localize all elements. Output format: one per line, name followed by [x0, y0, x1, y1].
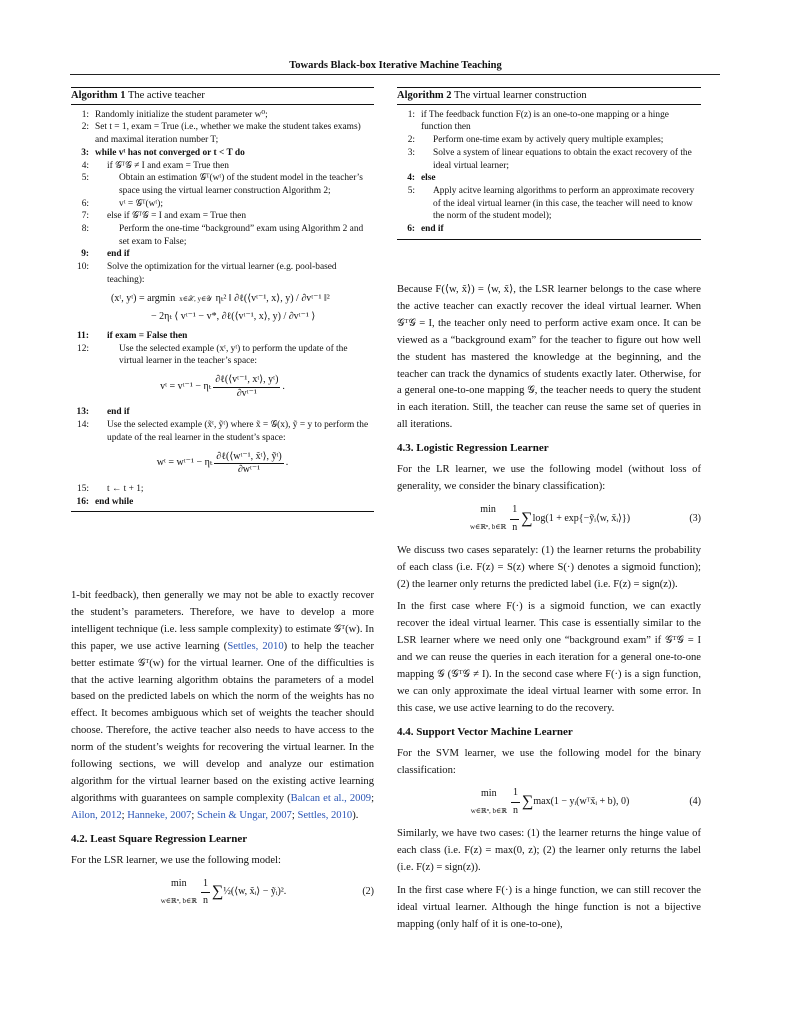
equation-2: min w∈ℝⁿ, b∈ℝ $\frac{1}{n}$ ∑ ½(⟨w, x̃ᵢ⟩ − ỹᵢ)². (2)	[160, 877, 374, 907]
algorithm-1	[71, 87, 374, 512]
paragraph: 1-bit feedback), then generally we may not be able to exactly recover the student’s parameters. Therefore, we have to develop a more intelligent technique (i.e. less sample complexity) to estimate 𝒢ᵀ(w). In this paper, we use active learning (Settles, 2010) to help the teacher better estimate 𝒢ᵀ(w) for the virtual learner. One of the difficulties is that the active learning algorithm obtains the parameters of a model based on the predicted labels on which the norm of the weights has no effect. It becomes ambiguous which set of weights the teacher should choose. Therefore, the active teacher also needs to have access to the norm of the student’s weights for recovering the virtual learner. In the following sections, we will develop and analyze our estimation algorithm for the virtual learner based on the existing active learning algorithms with guarantees on sample complexity (Balcan et al., 2009; Ailon, 2012; Hanneke, 2007; Schein & Ungar, 2007; Settles, 2010).	[71, 590, 375, 821]
algo1-line: 12: Use the selected example (xᵗ, yᵗ) to perform the update of the virtual learner in the teacher’s space:	[77, 343, 348, 367]
algo1-line: 1: Randomly initialize the student parameter w⁰;	[81, 109, 268, 120]
equation-w-update: wᵗ = wᵗ⁻¹ − ηₜ $\frac{\text{∂ℓ(⟨wᵗ⁻¹, x̃ᵗ⟩, ỹᵗ)}}{\text{∂wᵗ⁻¹}}$ .	[156, 450, 289, 476]
algo1-line: 13: end if	[76, 407, 130, 418]
right-column	[397, 282, 701, 940]
algo1-line: 4: if 𝒢ᵀ𝒢 ≠ I and exam = True then	[81, 160, 229, 171]
algo1-line: 7: else if 𝒢ᵀ𝒢 = I and exam = True then	[81, 211, 247, 222]
algo2-line: 3: Solve a system of linear equations to obtain the exact recovery of the ideal virtual learner;	[407, 147, 692, 171]
citation-link[interactable]: Hanneke, 2007	[127, 809, 192, 821]
algo1-line: 8: Perform the one-time “background” exam using Algorithm 2 and set exam to False;	[81, 224, 364, 247]
paragraph: For the SVM learner, we use the following model for the binary classification:	[397, 747, 701, 776]
equation-4: min w∈ℝⁿ, b∈ℝ $\frac{1}{n}$ ∑ max(1 − yᵢ(wᵀx̃ᵢ + b), 0) (4)	[470, 787, 701, 817]
algo2-line: 2: Perform one-time exam by actively query multiple examples;	[407, 135, 664, 146]
paragraph: We discuss two cases separately: (1) the learner returns the probability of each class (i.e. F(z) = S(z) where S(·) denotes a sigmoid function); (2) the learner only returns the predicted label (i.e. F(z) = sign(z)).	[397, 544, 701, 590]
section-heading: 4.4. Support Vector Machine Learner	[397, 725, 573, 738]
algo1-line: 3: while vᵗ has not converged or t < T do	[81, 147, 245, 158]
algo1-line: 6: vᵗ = 𝒢ᵀ(wᵗ);	[81, 198, 163, 209]
header-rule	[70, 74, 720, 75]
algorithm-2	[397, 87, 701, 240]
algo1-line: 15: t ← t + 1;	[77, 483, 144, 494]
equation-v-update: vᵗ = vᵗ⁻¹ − ηₜ $\frac{\text{∂ℓ(⟨vᵗ⁻¹, xᵗ⟩, yᵗ)}}{\text{∂vᵗ⁻¹}}$ .	[160, 374, 285, 399]
algo2-line: 4: else	[407, 173, 436, 184]
paragraph: For the LSR learner, we use the following model:	[71, 854, 281, 866]
citation-link[interactable]: Ailon, 2012	[71, 809, 122, 821]
citation-link[interactable]: Settles, 2010	[297, 809, 353, 821]
algo2-line: 1: if The feedback function F(z) is an one-to-one mapping or a hinge function then	[407, 109, 669, 133]
algo2-line: 6: end if	[407, 224, 444, 235]
algo1-line: 16: end while	[76, 496, 134, 507]
citation-link[interactable]: Schein & Ungar, 2007	[196, 809, 292, 821]
algo1-line: 10: Solve the optimization for the virtual learner (e.g. pool-based teaching):	[77, 262, 337, 285]
algorithm-1-caption: Algorithm 1 The active teacher	[71, 88, 374, 105]
citation-link[interactable]: Balcan et al., 2009	[290, 792, 372, 804]
algo1-line: 9: end if	[81, 249, 130, 260]
section-heading: 4.3. Logistic Regression Learner	[397, 442, 549, 455]
paragraph: Because F(⟨w, x̃⟩) = ⟨w, x̃⟩, the LSR learner belongs to the case where the active teacher can exactly recover the ideal virtual learner. When 𝒢ᵀ𝒢 = I, the teacher only need to perform active exam once. It can be viewed as a “background exam” for the teacher to figure out how well the student has mastered the knowledge at the beginning, and the teacher can track the dynamics of students exactly later. Otherwise, for a general one-to-one mapping 𝒢, the teacher needs to query the student in each iteration. Still, the teacher can reuse the same set of queries in all iterations.	[397, 284, 701, 431]
paragraph: In the first case where F(·) is a hinge function, we can still recover the ideal virtual learner. Although the hinge function is not a bijective mapping (only half of it is one-to-one),	[397, 885, 701, 930]
equation-3: min w∈ℝⁿ, b∈ℝ $\frac{1}{n}$ ∑ log(1 + exp{−ỹᵢ⟨w, x̃ᵢ⟩}) (3)	[469, 503, 701, 533]
left-column	[71, 588, 374, 916]
paragraph: Similarly, we have two cases: (1) the learner returns the hinge value of each class (i.e. F(z) = max(0, z); (2) the learner only returns the label (i.e. F(z) = sign(z)).	[397, 828, 701, 874]
algo1-line: 14: Use the selected example (x̃ᵗ, ỹᵗ) where x̃ = 𝒢(x), ỹ = y to perform the update of the real learner in the student’s space:	[77, 420, 369, 443]
equation-argmin-line1: (xᵗ, yᵗ) = argmin x∈𝒳, y∈𝒴 ηₜ² ‖ ∂ℓ(⟨vᵗ⁻¹, x⟩, y) / ∂vᵗ⁻¹ ‖²	[111, 292, 330, 304]
citation-link[interactable]: Settles, 2010	[227, 640, 284, 652]
running-header: Towards Black-box Iterative Machine Teaching	[289, 60, 502, 71]
section-heading: 4.2. Least Square Regression Learner	[71, 832, 248, 845]
algo1-line: 2: Set t = 1, exam = True (i.e., whether we make the student takes exams) and maximal iteration number T;	[81, 122, 361, 146]
algo2-line: 5: Apply acitve learning algorithms to perform an approximate recovery of the ideal virtual learner (in this case, the teacher will need to know the norm of the student model);	[407, 185, 695, 222]
algo1-line: 5: Obtain an estimation 𝒢ᵀ(wᵗ) of the student model in the teacher’s space using the virtual learner construction Algorithm 2;	[81, 173, 363, 196]
algorithm-2-caption: Algorithm 2 The virtual learner construction	[397, 88, 701, 105]
equation-argmin-line2: − 2ηₜ ⟨ vᵗ⁻¹ − v*, ∂ℓ(⟨vᵗ⁻¹, x⟩, y) / ∂vᵗ⁻¹ ⟩	[151, 311, 316, 323]
paragraph: In the first case where F(·) is a sigmoid function, we can exactly recover the ideal virtual learner. This case is essentially similar to the LSR learner where we need only one “background exam” if 𝒢ᵀ𝒢 = I and we can reuse the queries in each iteration for a general one-to-one mapping 𝒢 (𝒢ᵀ𝒢 ≠ I). In the second case where F(·) is a sign function, we can only approximate the ideal virtual learner with some error. In this case, we use active learning to do the recovery.	[397, 601, 701, 714]
paragraph: For the LR learner, we use the following model (without loss of generality, we consider the binary classification):	[397, 464, 701, 492]
algo1-line: 11: if exam = False then	[77, 330, 188, 341]
